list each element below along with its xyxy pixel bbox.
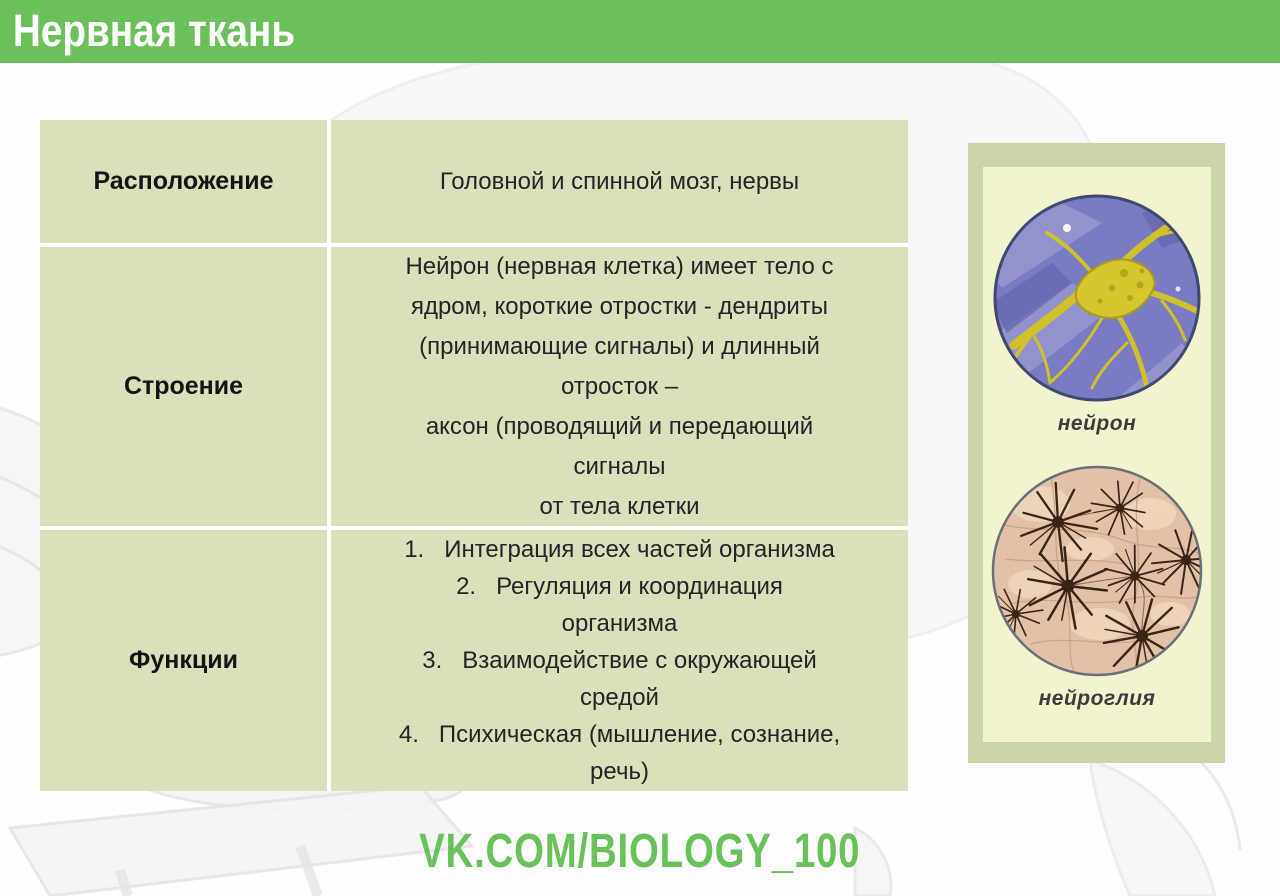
location-line: Головной и спинной мозг, нервы <box>439 167 800 195</box>
functions-line: 1. Интеграция всех частей организма <box>404 536 835 563</box>
header-bar <box>0 0 1280 63</box>
structure-line: от тела клетки <box>539 492 700 520</box>
tissue-table <box>40 120 908 791</box>
neuron-image <box>992 193 1202 403</box>
structure-line: аксон (проводящий и передающий <box>425 412 814 440</box>
functions-line: 4. Психическая (мышление, сознание, <box>398 721 841 748</box>
structure-line: отросток – <box>560 372 679 400</box>
page-title: Нервная ткань <box>12 5 296 56</box>
row-functions-value <box>331 530 908 791</box>
functions-line: средой <box>580 684 659 711</box>
row-structure-label <box>40 247 327 526</box>
neuroglia-caption: нейроглия <box>1038 687 1156 710</box>
functions-line: 3. Взаимодействие с окружающей <box>422 647 817 674</box>
neuron-caption: нейрон <box>1057 412 1137 435</box>
structure-line: сигналы <box>573 452 666 480</box>
row-location-label <box>40 120 327 243</box>
micrograph-panel <box>968 143 1225 763</box>
functions-line: 2. Регуляция и координация <box>456 573 783 600</box>
row-functions-label <box>40 530 327 791</box>
structure-line: Нейрон (нервная клетка) имеет тело с <box>405 252 834 280</box>
row-structure-label-text: Строение <box>123 372 244 400</box>
functions-line: речь) <box>590 758 649 785</box>
row-functions-label-text: Функции <box>129 646 238 674</box>
functions-line: организма <box>561 610 678 637</box>
row-structure-value <box>331 247 908 526</box>
neuroglia-image <box>990 464 1204 678</box>
row-location-label-text: Расположение <box>93 167 274 195</box>
structure-line: ядром, короткие отростки - дендриты <box>410 292 829 320</box>
row-location-value <box>331 120 908 243</box>
vk-handle-text: VK.COM/BIOLOGY_100 <box>419 825 861 878</box>
vk-footer <box>0 824 1280 879</box>
structure-line: (принимающие сигналы) и длинный <box>419 332 820 360</box>
micrograph-panel-inner <box>983 167 1211 742</box>
